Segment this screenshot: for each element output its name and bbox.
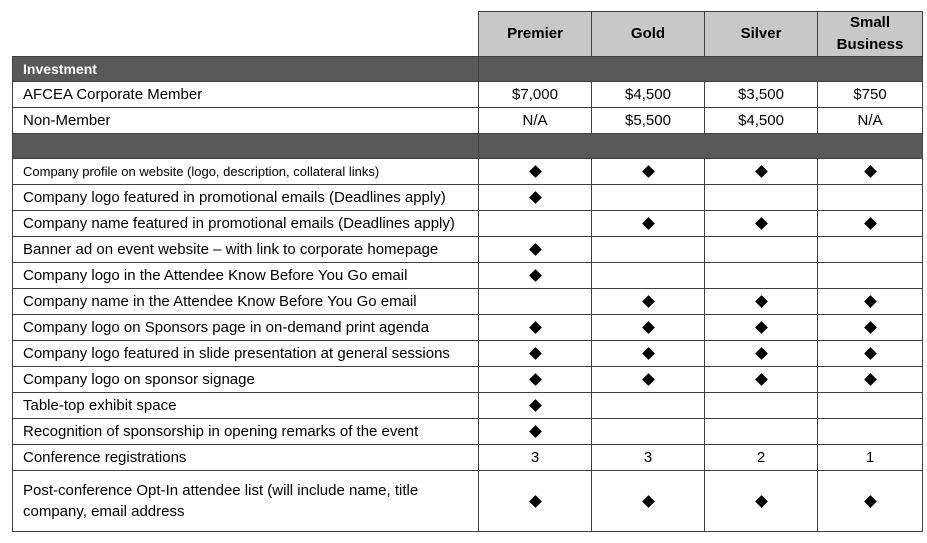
benefit-label: Company logo on sponsor signage bbox=[13, 367, 479, 393]
benefit-cell bbox=[592, 159, 705, 185]
benefit-cell bbox=[592, 393, 705, 419]
diamond-icon bbox=[529, 191, 542, 204]
diamond-icon bbox=[755, 217, 768, 230]
diamond-icon bbox=[529, 495, 542, 508]
benefit-cell bbox=[818, 341, 923, 367]
benefit-cell bbox=[592, 185, 705, 211]
benefit-label: Company profile on website (logo, description, collateral links) bbox=[13, 159, 479, 185]
diamond-icon bbox=[529, 373, 542, 386]
price-cell: $7,000 bbox=[479, 82, 592, 108]
tier-header-row bbox=[13, 12, 923, 57]
diamond-icon bbox=[864, 295, 877, 308]
sponsorship-table bbox=[12, 11, 923, 532]
diamond-icon bbox=[755, 295, 768, 308]
benefit-cell bbox=[818, 159, 923, 185]
benefit-row bbox=[13, 315, 923, 341]
benefit-cell bbox=[705, 393, 818, 419]
benefit-cell bbox=[705, 237, 818, 263]
registrations-cell: 1 bbox=[818, 445, 923, 471]
investment-section-header bbox=[13, 57, 923, 82]
benefit-cell bbox=[818, 237, 923, 263]
diamond-icon bbox=[642, 373, 655, 386]
benefit-cell bbox=[592, 341, 705, 367]
diamond-icon bbox=[755, 373, 768, 386]
tier-header: Silver bbox=[705, 12, 818, 57]
header-corner bbox=[13, 12, 479, 57]
registrations-cell: 3 bbox=[592, 445, 705, 471]
diamond-icon bbox=[755, 347, 768, 360]
benefit-label: Table-top exhibit space bbox=[13, 393, 479, 419]
benefit-cell bbox=[479, 237, 592, 263]
benefit-label: Banner ad on event website – with link to corporate homepage bbox=[13, 237, 479, 263]
diamond-icon bbox=[529, 347, 542, 360]
benefit-cell bbox=[818, 419, 923, 445]
diamond-icon bbox=[529, 269, 542, 282]
benefit-cell bbox=[705, 289, 818, 315]
diamond-icon bbox=[755, 321, 768, 334]
benefit-cell bbox=[479, 185, 592, 211]
diamond-icon bbox=[864, 321, 877, 334]
registrations-cell: 2 bbox=[705, 445, 818, 471]
diamond-icon bbox=[529, 243, 542, 256]
section-filler bbox=[479, 57, 923, 82]
attendee-list-row bbox=[13, 471, 923, 532]
benefit-cell bbox=[592, 237, 705, 263]
benefit-label: Company name in the Attendee Know Before You Go email bbox=[13, 289, 479, 315]
benefit-cell bbox=[479, 315, 592, 341]
price-row-label: Non-Member bbox=[13, 108, 479, 134]
benefit-row bbox=[13, 211, 923, 237]
benefit-cell bbox=[818, 289, 923, 315]
tier-header: Small Business bbox=[818, 12, 923, 57]
section-filler bbox=[479, 134, 923, 159]
benefit-cell bbox=[592, 315, 705, 341]
benefit-row bbox=[13, 185, 923, 211]
diamond-icon bbox=[642, 321, 655, 334]
diamond-icon bbox=[755, 495, 768, 508]
benefit-cell bbox=[479, 159, 592, 185]
benefit-cell bbox=[592, 211, 705, 237]
benefit-label: Company logo featured in slide presentation at general sessions bbox=[13, 341, 479, 367]
diamond-icon bbox=[529, 399, 542, 412]
benefit-cell bbox=[818, 393, 923, 419]
benefit-cell bbox=[479, 211, 592, 237]
benefit-cell bbox=[479, 263, 592, 289]
benefit-row bbox=[13, 289, 923, 315]
diamond-icon bbox=[755, 165, 768, 178]
benefit-row bbox=[13, 341, 923, 367]
benefit-cell bbox=[705, 315, 818, 341]
benefit-label: Company logo on Sponsors page in on-demand print agenda bbox=[13, 315, 479, 341]
diamond-icon bbox=[529, 425, 542, 438]
registrations-cell: 3 bbox=[479, 445, 592, 471]
benefit-row bbox=[13, 393, 923, 419]
diamond-icon bbox=[529, 165, 542, 178]
benefit-cell bbox=[818, 263, 923, 289]
benefit-cell bbox=[479, 393, 592, 419]
benefit-row bbox=[13, 263, 923, 289]
benefit-row bbox=[13, 367, 923, 393]
benefit-cell bbox=[705, 263, 818, 289]
price-row-label: AFCEA Corporate Member bbox=[13, 82, 479, 108]
benefit-cell bbox=[592, 419, 705, 445]
benefit-cell bbox=[705, 341, 818, 367]
diamond-icon bbox=[642, 165, 655, 178]
benefit-cell bbox=[592, 289, 705, 315]
benefit-cell bbox=[818, 367, 923, 393]
diamond-icon bbox=[864, 347, 877, 360]
price-cell: $5,500 bbox=[592, 108, 705, 134]
benefit-cell bbox=[705, 185, 818, 211]
benefit-cell bbox=[479, 419, 592, 445]
registrations-label: Conference registrations bbox=[13, 445, 479, 471]
benefit-cell bbox=[592, 367, 705, 393]
tier-header: Gold bbox=[592, 12, 705, 57]
benefit-label: Company logo in the Attendee Know Before You Go email bbox=[13, 263, 479, 289]
investment-title: Investment bbox=[13, 57, 479, 82]
benefit-cell bbox=[818, 315, 923, 341]
price-cell: N/A bbox=[479, 108, 592, 134]
benefit-row bbox=[13, 419, 923, 445]
diamond-icon bbox=[864, 217, 877, 230]
price-cell: $3,500 bbox=[705, 82, 818, 108]
price-cell: N/A bbox=[818, 108, 923, 134]
price-cell: $750 bbox=[818, 82, 923, 108]
benefit-row bbox=[13, 159, 923, 185]
diamond-icon bbox=[864, 495, 877, 508]
diamond-icon bbox=[864, 373, 877, 386]
benefit-cell bbox=[818, 185, 923, 211]
benefit-cell bbox=[479, 471, 592, 532]
benefit-label: Company logo featured in promotional emails (Deadlines apply) bbox=[13, 185, 479, 211]
benefit-row bbox=[13, 237, 923, 263]
benefit-cell bbox=[592, 471, 705, 532]
benefit-cell bbox=[479, 289, 592, 315]
diamond-icon bbox=[642, 217, 655, 230]
price-cell: $4,500 bbox=[705, 108, 818, 134]
diamond-icon bbox=[642, 295, 655, 308]
benefit-cell bbox=[705, 367, 818, 393]
diamond-icon bbox=[864, 165, 877, 178]
benefit-cell bbox=[705, 419, 818, 445]
diamond-icon bbox=[642, 347, 655, 360]
benefit-cell bbox=[479, 341, 592, 367]
price-cell: $4,500 bbox=[592, 82, 705, 108]
benefit-label: Company name featured in promotional emails (Deadlines apply) bbox=[13, 211, 479, 237]
price-row bbox=[13, 108, 923, 134]
benefit-cell bbox=[705, 471, 818, 532]
diamond-icon bbox=[642, 495, 655, 508]
section-filler bbox=[13, 134, 479, 159]
benefit-cell bbox=[479, 367, 592, 393]
benefit-cell bbox=[705, 211, 818, 237]
registrations-row bbox=[13, 445, 923, 471]
benefit-cell bbox=[818, 211, 923, 237]
diamond-icon bbox=[529, 321, 542, 334]
tier-header: Premier bbox=[479, 12, 592, 57]
benefits-section-header bbox=[13, 134, 923, 159]
benefit-cell bbox=[818, 471, 923, 532]
attendee-list-label: Post-conference Opt-In attendee list (will include name, title company, email address bbox=[13, 471, 479, 532]
benefit-cell bbox=[705, 159, 818, 185]
benefit-cell bbox=[592, 263, 705, 289]
benefit-label: Recognition of sponsorship in opening remarks of the event bbox=[13, 419, 479, 445]
price-row bbox=[13, 82, 923, 108]
